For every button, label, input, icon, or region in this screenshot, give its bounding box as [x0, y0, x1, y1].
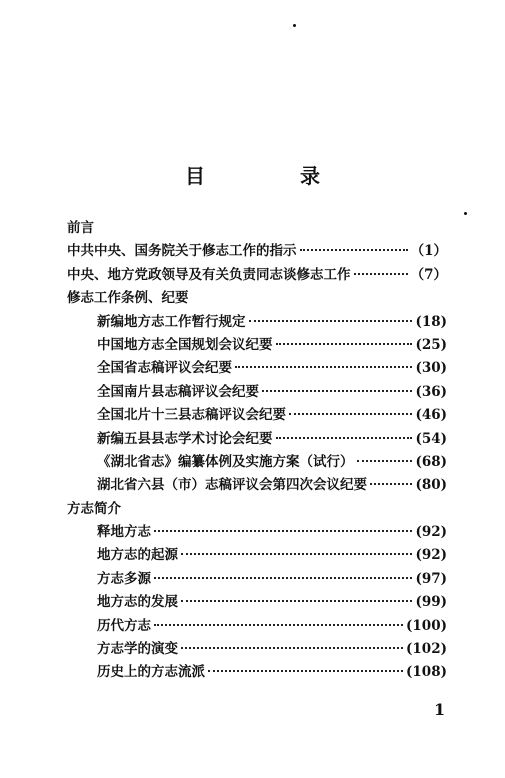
toc-entry-label: 方志多源	[97, 570, 151, 587]
dot-leader	[208, 670, 403, 672]
dot-leader	[357, 460, 413, 462]
dot-leader	[154, 530, 412, 532]
scan-speck	[464, 212, 467, 215]
toc-entry-label: 历史上的方志流派	[97, 664, 205, 681]
toc-entry-page: (68)	[415, 453, 447, 470]
dot-leader	[181, 600, 412, 602]
toc-entry-label: 释地方志	[97, 524, 151, 541]
toc-entry-label: 历代方志	[97, 617, 151, 634]
toc-entry-page: (25)	[415, 336, 447, 353]
dot-leader	[354, 273, 408, 275]
toc-entry-page: (54)	[415, 430, 447, 447]
toc-entry	[67, 637, 447, 660]
toc-entry-page: (36)	[415, 383, 447, 400]
toc-entry	[67, 403, 447, 426]
toc-section-heading	[67, 497, 447, 520]
toc-entry-page: (46)	[415, 407, 447, 424]
dot-leader	[181, 647, 403, 649]
toc-entry	[67, 380, 447, 403]
toc-entry-label: 全国省志稿评议会纪要	[97, 360, 232, 377]
toc-entry	[67, 310, 447, 333]
toc-entry	[67, 543, 447, 566]
toc-entry	[67, 450, 447, 473]
toc-entry-label: 新编地方志工作暂行规定	[97, 313, 246, 330]
dot-leader	[154, 577, 412, 579]
toc-entry-page: （7）	[410, 266, 447, 283]
toc-entry	[67, 356, 447, 379]
toc-section-heading	[67, 263, 447, 286]
dot-leader	[154, 624, 403, 626]
toc-entry-page: (100)	[406, 617, 447, 634]
toc-entry	[67, 520, 447, 543]
toc-entry	[67, 567, 447, 590]
toc-entry	[67, 473, 447, 496]
toc-section-heading	[67, 286, 447, 309]
dot-leader	[235, 366, 412, 368]
toc-entry-page: （1）	[410, 243, 447, 260]
toc-entry-label: 前言	[67, 220, 94, 236]
toc-entry-label: 湖北省六县（市）志稿评议会第四次会议纪要	[97, 477, 367, 494]
toc-entry-label: 中共中央、国务院关于修志工作的指示	[67, 243, 297, 260]
toc-entry-label: 地方志的起源	[97, 547, 178, 564]
toc-entry-label: 中央、地方党政领导及有关负责同志谈修志工作	[67, 266, 351, 283]
toc-entry	[67, 660, 447, 683]
page-number: 1	[434, 700, 446, 719]
toc-entry-label: 全国南片县志稿评议会纪要	[97, 383, 259, 400]
toc-entry-page: (18)	[415, 313, 447, 330]
dot-leader	[276, 343, 413, 345]
toc-entry	[67, 614, 447, 637]
toc-entry-label: 修志工作条例、纪要	[67, 290, 189, 307]
toc-entry	[67, 590, 447, 613]
dot-leader	[181, 553, 412, 555]
toc-entry-page: (108)	[406, 664, 447, 681]
scan-speck	[293, 24, 296, 27]
toc-entry-page: (80)	[415, 477, 447, 494]
toc-entry-label: 地方志的发展	[97, 594, 178, 611]
dot-leader	[262, 390, 412, 392]
toc-entry	[67, 333, 447, 356]
toc-entry-label: 方志学的演变	[97, 641, 178, 658]
toc-entry-page: (30)	[415, 360, 447, 377]
toc-section-heading	[67, 239, 447, 262]
toc-entry-label: 方志简介	[67, 500, 121, 517]
toc-entry-page: (99)	[415, 594, 447, 611]
page-title: 目 录	[185, 164, 364, 188]
dot-leader	[289, 413, 412, 415]
toc-entry	[67, 427, 447, 450]
toc-section-heading	[67, 216, 447, 239]
toc-entry-label: 全国北片十三县志稿评议会纪要	[97, 407, 286, 424]
toc-entry-label: 中国地方志全国规划会议纪要	[97, 336, 273, 353]
dot-leader	[300, 249, 408, 251]
table-of-contents	[67, 216, 447, 684]
dot-leader	[249, 320, 413, 322]
toc-entry-label: 《湖北省志》编纂体例及实施方案（试行）	[97, 453, 354, 470]
toc-entry-page: (97)	[415, 570, 447, 587]
toc-entry-page: (102)	[406, 641, 447, 658]
dot-leader	[276, 437, 413, 439]
toc-entry-label: 新编五县县志学术讨论会纪要	[97, 430, 273, 447]
toc-entry-page: (92)	[415, 547, 447, 564]
toc-entry-page: (92)	[415, 524, 447, 541]
dot-leader	[370, 483, 412, 485]
